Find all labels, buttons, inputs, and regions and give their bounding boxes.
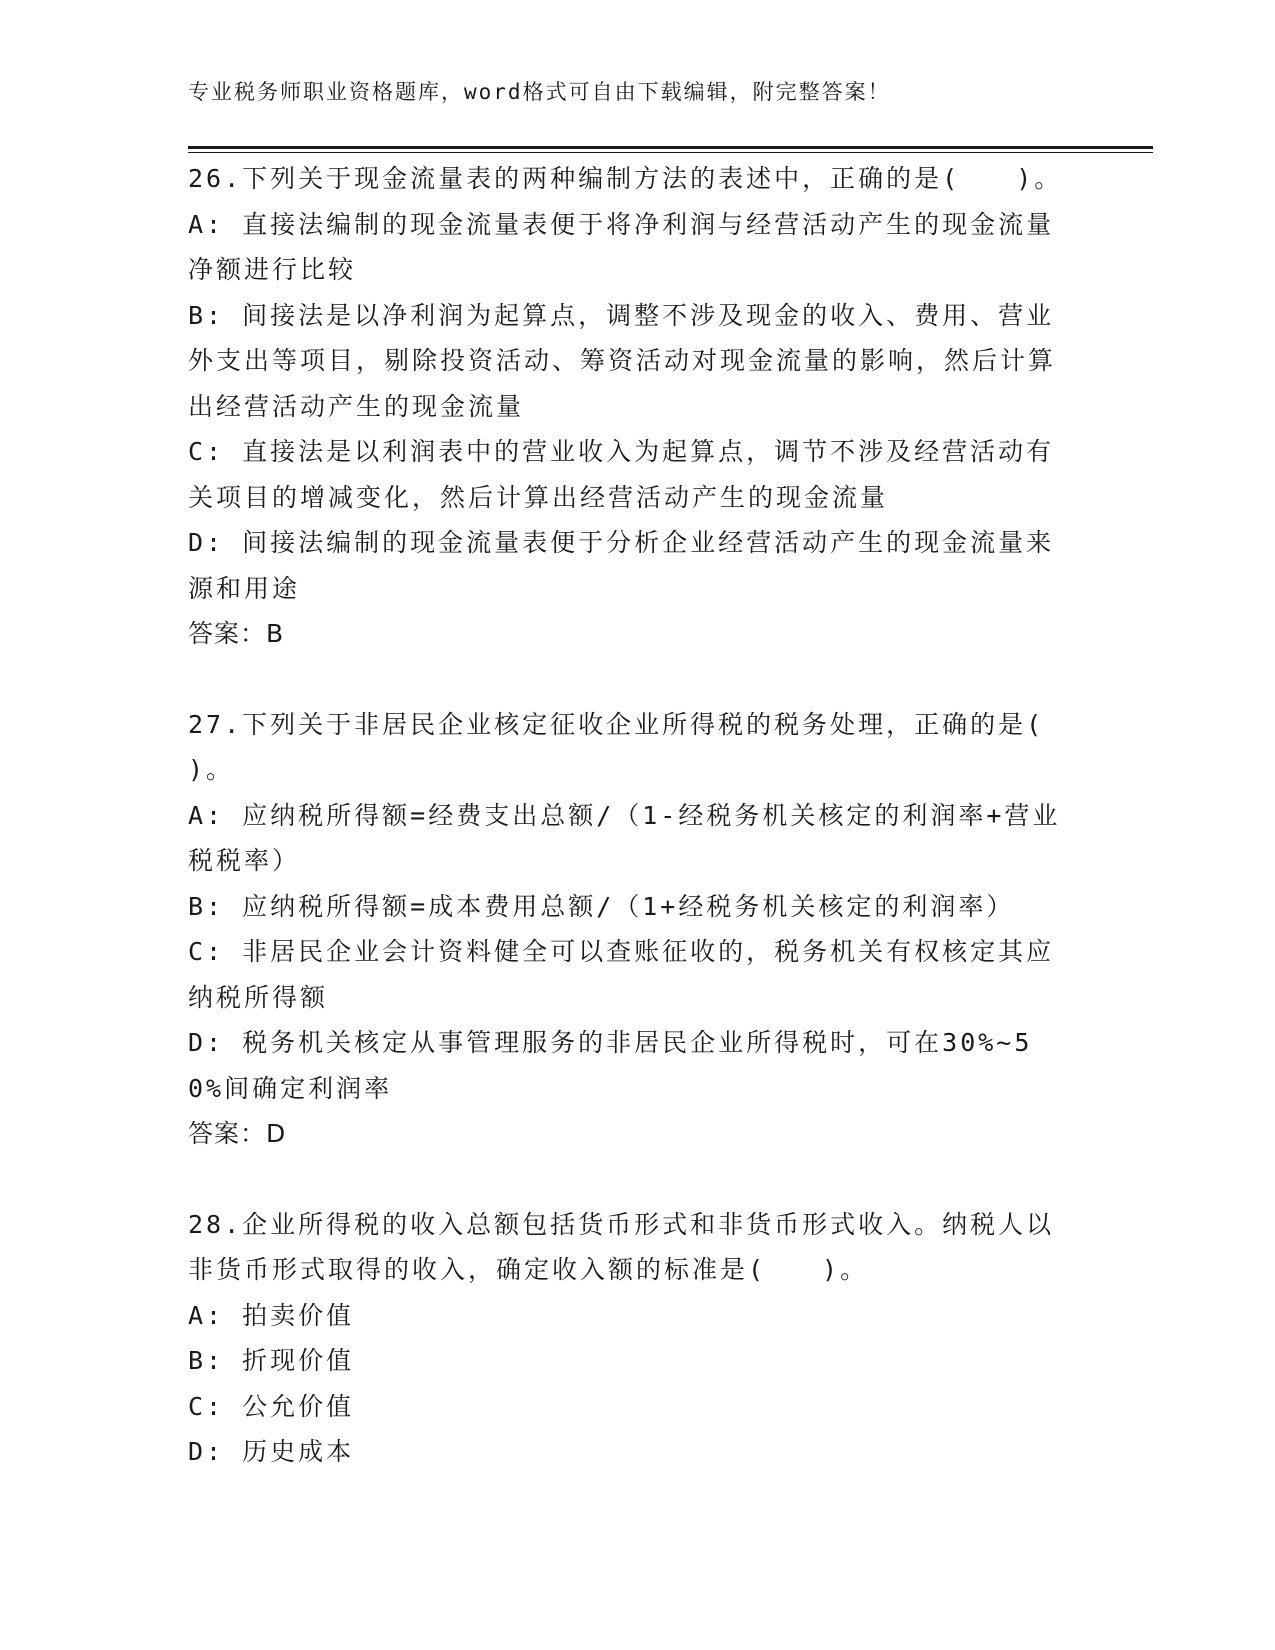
question-stem: 26.下列关于现金流量表的两种编制方法的表述中，正确的是( )。 xyxy=(188,164,1063,193)
page-header: 专业税务师职业资格题库，word格式可自由下载编辑，附完整答案！ xyxy=(188,80,891,104)
option-c: C: 直接法是以利润表中的营业收入为起算点，调节不涉及经营活动有关项目的增减变化，然后计算出经营活动产生的现金流量 xyxy=(188,437,1055,512)
question-list xyxy=(188,156,1101,1475)
option-d: D: 历史成本 xyxy=(188,1437,355,1466)
option-b: B: 间接法是以净利润为起算点，调整不涉及现金的收入、费用、营业外支出等项目，剔除投资活动、筹资活动对现金流量的影响，然后计算出经营活动产生的现金流量 xyxy=(188,300,1057,421)
question-27 xyxy=(188,702,1101,1157)
question-stem: 27.下列关于非居民企业核定征收企业所得税的税务处理，正确的是( )。 xyxy=(188,709,1101,784)
option-c: C: 非居民企业会计资料健全可以查账征收的，税务机关有权核定其应纳税所得额 xyxy=(188,937,1055,1012)
option-d: D: 税务机关核定从事管理服务的非居民企业所得税时，可在30%~50%间确定利润率 xyxy=(188,1028,1033,1103)
question-28 xyxy=(188,1202,1068,1475)
header-divider-thin xyxy=(188,152,1153,153)
option-d: D: 间接法编制的现金流量表便于分析企业经营活动产生的现金流量来源和用途 xyxy=(188,528,1055,603)
header-divider-thick xyxy=(188,146,1153,149)
option-c: C: 公允价值 xyxy=(188,1391,355,1421)
option-a: A: 直接法编制的现金流量表便于将净利润与经营活动产生的现金流量净额进行比较 xyxy=(188,209,1055,284)
question-26 xyxy=(188,156,1068,657)
option-a: A: 应纳税所得额=经费支出总额/（1-经税务机关核定的利润率+营业税税率） xyxy=(188,800,1061,875)
option-b: B: 应纳税所得额=成本费用总额/（1+经税务机关核定的利润率） xyxy=(188,891,1015,921)
answer-label: 答案：B xyxy=(188,619,285,648)
option-a: A: 拍卖价值 xyxy=(188,1300,355,1330)
answer-label: 答案：D xyxy=(188,1119,287,1148)
option-b: B: 折现价值 xyxy=(188,1346,355,1375)
question-stem: 28.企业所得税的收入总额包括货币形式和非货币形式收入。纳税人以非货币形式取得的收入，确定收入额的标准是( )。 xyxy=(188,1209,1055,1284)
